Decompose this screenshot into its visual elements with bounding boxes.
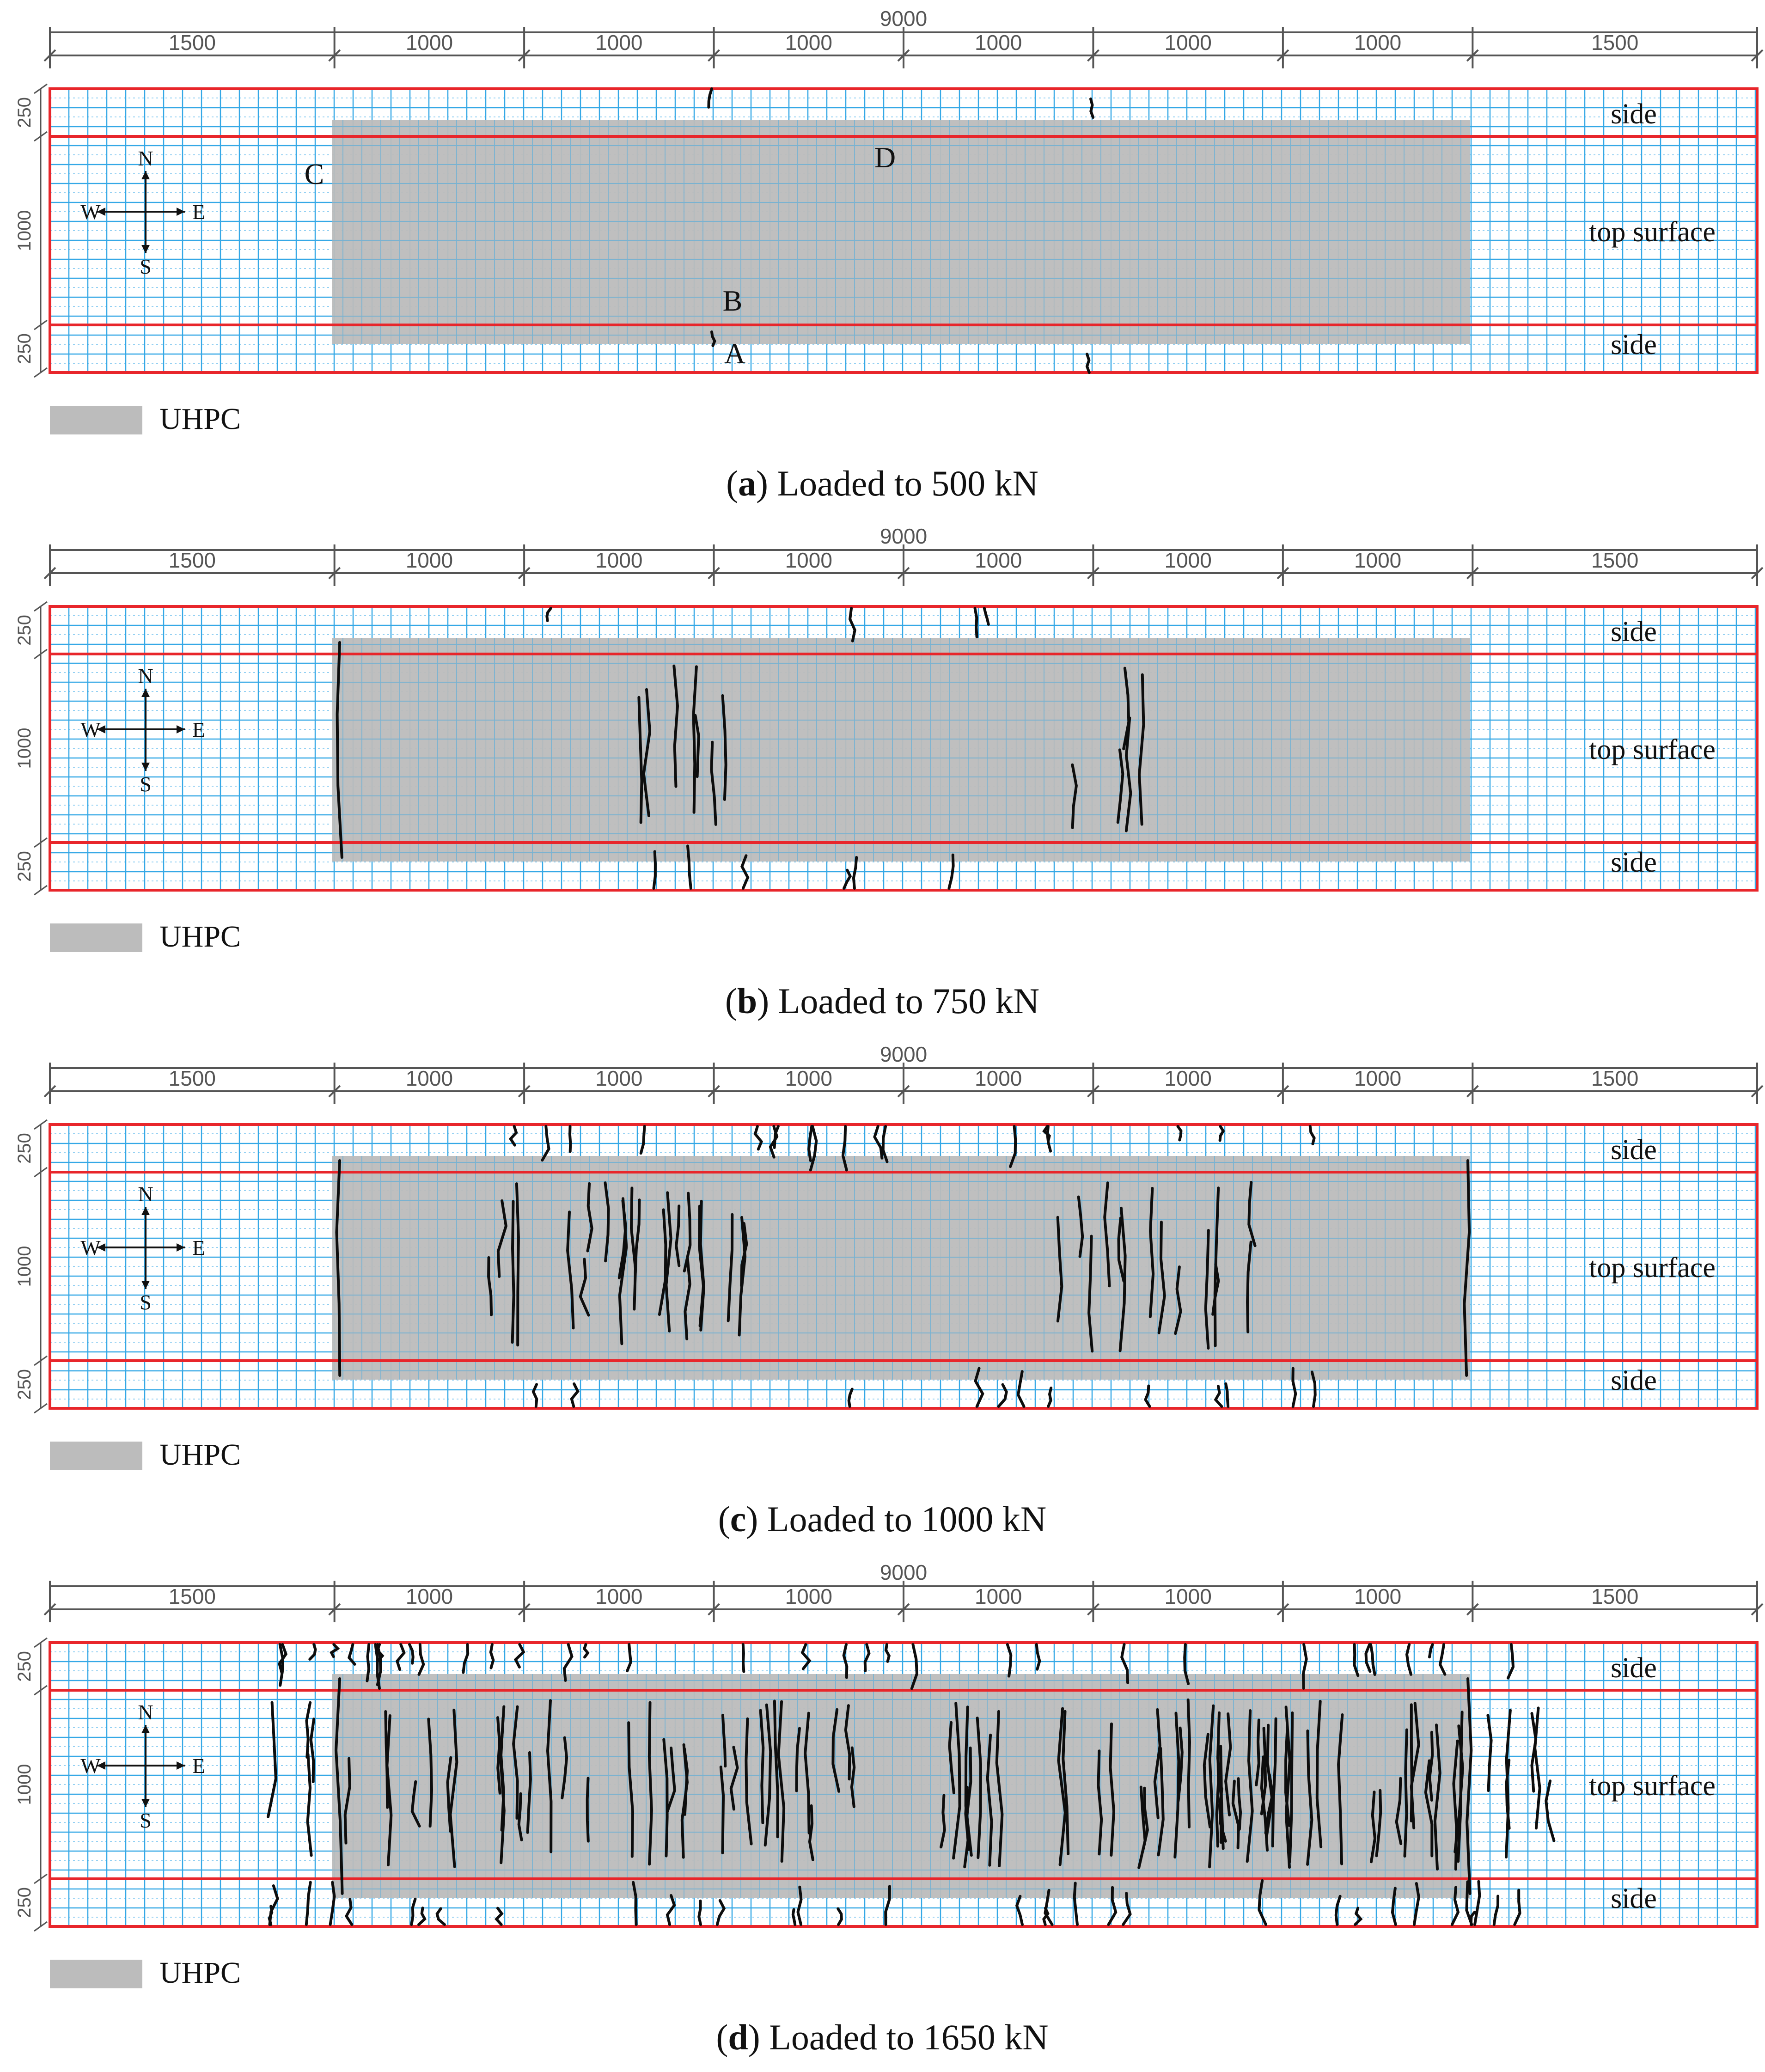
crack (1037, 1644, 1040, 1669)
crack (1488, 1715, 1491, 1791)
segment-length-label: 1000 (785, 548, 832, 572)
caption-paren: ( (725, 981, 737, 1021)
crack (1017, 1896, 1022, 1925)
compass-s: S (140, 1809, 152, 1832)
segment-length-label: 1500 (1591, 548, 1639, 572)
crack (850, 608, 855, 641)
height-dim-label: 250 (14, 1651, 35, 1682)
crack (1048, 1388, 1051, 1406)
crack (984, 608, 989, 624)
height-dims (34, 602, 47, 895)
compass-e: E (192, 200, 206, 224)
crack (1008, 1644, 1011, 1676)
compass (80, 1182, 205, 1314)
side-label-south: side (1611, 1365, 1657, 1396)
crack (511, 1126, 516, 1145)
crack (627, 1644, 631, 1671)
crack (802, 1644, 810, 1669)
legend-label: UHPC (159, 1956, 241, 1990)
side-label-south: side (1611, 329, 1657, 361)
caption-paren: ( (718, 1499, 730, 1539)
segment-length-label: 1500 (168, 1584, 216, 1608)
crack (1429, 1644, 1433, 1657)
segment-length-label: 1000 (1164, 548, 1212, 572)
compass-s: S (140, 772, 152, 796)
caption-text: ) Loaded to 750 kN (757, 981, 1040, 1021)
legend-swatch (50, 406, 142, 434)
segment-length-label: 1000 (405, 1066, 453, 1090)
segment-length-label: 1000 (1164, 31, 1212, 55)
total-length-label: 9000 (879, 1042, 928, 1066)
crack (587, 1778, 588, 1841)
crack (699, 1901, 701, 1925)
segment-length-label: 1000 (595, 1584, 643, 1608)
legend-swatch (50, 923, 142, 952)
crack (717, 1901, 724, 1925)
uhpc-region (332, 1156, 1470, 1380)
crack (667, 1895, 674, 1925)
height-dims (34, 1638, 47, 1931)
segment-length-label: 1500 (168, 1066, 216, 1090)
side-label-south: side (1611, 1883, 1657, 1914)
crack (411, 1899, 415, 1925)
segment-length-label: 1000 (595, 548, 643, 572)
crack (793, 1910, 795, 1925)
segment-length-label: 1500 (168, 31, 216, 55)
crack (584, 1644, 588, 1657)
crack (1405, 1730, 1407, 1857)
compass (80, 1700, 205, 1832)
caption-letter: d (728, 2017, 748, 2057)
crack (419, 1644, 424, 1675)
top-surface-label: top surface (1589, 216, 1716, 248)
crack (849, 1389, 852, 1407)
caption-paren: ( (726, 463, 739, 503)
compass-s: S (140, 255, 152, 278)
segment-length-label: 1500 (168, 548, 216, 572)
segment-length-label: 1500 (1591, 1066, 1639, 1090)
crack (1407, 1644, 1411, 1675)
crack (1535, 1708, 1540, 1828)
segment-length-label: 1000 (975, 1066, 1022, 1090)
compass-n: N (138, 1700, 153, 1724)
panel-d (14, 1560, 1763, 2057)
side-label-north: side (1611, 98, 1657, 130)
crack (1366, 1644, 1370, 1671)
panel-b (14, 524, 1763, 1021)
crack (886, 1644, 889, 1662)
compass (80, 147, 205, 278)
crack (1371, 1644, 1375, 1675)
crack (498, 1717, 500, 1793)
segment-length-label: 1000 (975, 31, 1022, 55)
segment-length-label: 1000 (1164, 1584, 1212, 1608)
panel-caption (726, 463, 1038, 503)
crack (1312, 1372, 1315, 1406)
crack (496, 1908, 502, 1925)
crack (1440, 1644, 1445, 1675)
segment-length-label: 1000 (595, 31, 643, 55)
crack (306, 1703, 310, 1757)
height-dim-label: 1000 (14, 727, 35, 769)
crack (633, 1883, 636, 1925)
point-label-d: D (874, 141, 896, 174)
crack (308, 1754, 311, 1856)
crack (1494, 1896, 1498, 1925)
height-dim-label: 1000 (14, 1246, 35, 1287)
segment-length-label: 1000 (1164, 1066, 1212, 1090)
top-surface-label: top surface (1589, 1770, 1716, 1802)
legend-swatch (50, 1442, 142, 1470)
legend-label: UHPC (159, 1438, 241, 1472)
crack (1220, 1126, 1223, 1140)
crack (533, 1384, 537, 1406)
crack (1532, 1713, 1536, 1791)
total-length-label: 9000 (879, 524, 928, 548)
crack (268, 1703, 276, 1817)
compass (80, 664, 205, 796)
crack (491, 1644, 493, 1668)
segment-length-label: 1000 (405, 548, 453, 572)
panel-a (14, 6, 1763, 503)
compass-s: S (140, 1290, 152, 1314)
side-label-north: side (1611, 1134, 1657, 1166)
uhpc-region (332, 638, 1470, 862)
caption-paren: ( (716, 2017, 728, 2057)
compass-n: N (138, 147, 153, 170)
crack (346, 1899, 352, 1925)
crack (1215, 1386, 1221, 1406)
crack (1091, 99, 1093, 117)
crack (437, 1908, 445, 1925)
crack (1506, 1710, 1510, 1857)
crack (865, 1644, 869, 1671)
panel-caption (725, 981, 1039, 1021)
crack (1475, 1882, 1479, 1925)
compass-w: W (80, 1236, 101, 1259)
caption-letter: b (737, 981, 757, 1021)
legend-swatch (50, 1960, 142, 1988)
crack (975, 608, 977, 637)
height-dims (34, 1120, 47, 1413)
segment-length-label: 1000 (405, 1584, 453, 1608)
segment-length-label: 1000 (975, 548, 1022, 572)
compass-w: W (80, 718, 101, 741)
crack (1188, 1700, 1190, 1827)
height-dim-label: 250 (14, 333, 35, 364)
panel-caption (716, 2017, 1048, 2057)
point-label-c: C (304, 158, 324, 190)
compass-e: E (192, 1236, 206, 1259)
dimension-line (44, 6, 1763, 68)
crack (999, 1385, 1007, 1406)
height-dim-label: 1000 (14, 210, 35, 251)
caption-letter: a (738, 463, 757, 503)
legend-label: UHPC (159, 402, 241, 436)
crack (844, 870, 850, 888)
crack (1123, 1893, 1130, 1925)
compass-w: W (80, 200, 101, 224)
segment-length-label: 1000 (1354, 1066, 1402, 1090)
dimension-line (44, 1042, 1763, 1104)
caption-letter: c (730, 1499, 746, 1539)
panel-caption (718, 1499, 1046, 1539)
crack (310, 1644, 315, 1659)
crack (516, 1644, 524, 1667)
uhpc-region (332, 120, 1470, 344)
crack (517, 1184, 519, 1345)
crack (572, 1384, 578, 1406)
crack (641, 1126, 645, 1153)
segment-length-label: 1000 (975, 1584, 1022, 1608)
compass-n: N (138, 1182, 153, 1206)
caption-text: ) Loaded to 500 kN (756, 463, 1038, 503)
side-label-north: side (1611, 616, 1657, 648)
height-dim-label: 250 (14, 851, 35, 882)
segment-length-label: 1500 (1591, 1584, 1639, 1608)
compass-e: E (192, 718, 206, 741)
compass-n: N (138, 664, 153, 688)
crack (743, 1644, 744, 1672)
side-label-south: side (1611, 847, 1657, 878)
point-label-b: B (722, 284, 743, 317)
crack (1310, 1126, 1314, 1144)
crack (1150, 1188, 1153, 1317)
height-dim-label: 250 (14, 1369, 35, 1400)
crack (419, 1908, 425, 1925)
segment-length-label: 1000 (785, 1584, 832, 1608)
caption-text: ) Loaded to 1650 kN (748, 2017, 1049, 2057)
height-dim-label: 250 (14, 97, 35, 128)
crack (1178, 1126, 1181, 1140)
crack (513, 1201, 514, 1342)
side-label-north: side (1611, 1652, 1657, 1684)
crack (1226, 1384, 1228, 1406)
segment-length-label: 1000 (785, 31, 832, 55)
point-label-a: A (724, 337, 746, 370)
segment-length-label: 1000 (1354, 1584, 1402, 1608)
crack (1355, 1908, 1361, 1925)
caption-text: ) Loaded to 1000 kN (746, 1499, 1047, 1539)
crack (654, 851, 655, 888)
compass-e: E (192, 1754, 206, 1778)
segment-length-label: 1000 (405, 31, 453, 55)
top-surface-label: top surface (1589, 734, 1716, 765)
segment-length-label: 1000 (1354, 31, 1402, 55)
crack (1087, 354, 1089, 373)
crack (311, 1719, 314, 1782)
height-dim-label: 250 (14, 615, 35, 646)
compass-w: W (80, 1754, 101, 1778)
total-length-label: 9000 (879, 1560, 928, 1584)
height-dim-label: 250 (14, 1887, 35, 1918)
height-dims (34, 84, 47, 377)
dimension-line (44, 1560, 1763, 1622)
crack (367, 1644, 369, 1681)
crack (874, 1126, 882, 1158)
segment-length-label: 1000 (1354, 548, 1402, 572)
crack (397, 1644, 404, 1669)
crack (838, 1909, 842, 1925)
crack (755, 1126, 762, 1149)
height-dim-label: 250 (14, 1133, 35, 1164)
top-surface-label: top surface (1589, 1252, 1716, 1284)
segment-length-label: 1000 (785, 1066, 832, 1090)
crack (854, 857, 856, 888)
crack (852, 1748, 854, 1807)
segment-length-label: 1000 (595, 1066, 643, 1090)
legend-label: UHPC (159, 920, 241, 953)
crack (547, 608, 551, 621)
panel-c (14, 1042, 1763, 1539)
total-length-label: 9000 (879, 6, 928, 31)
dimension-line (44, 524, 1763, 586)
segment-length-label: 1500 (1591, 31, 1639, 55)
crack (501, 1718, 504, 1830)
height-dim-label: 1000 (14, 1764, 35, 1805)
